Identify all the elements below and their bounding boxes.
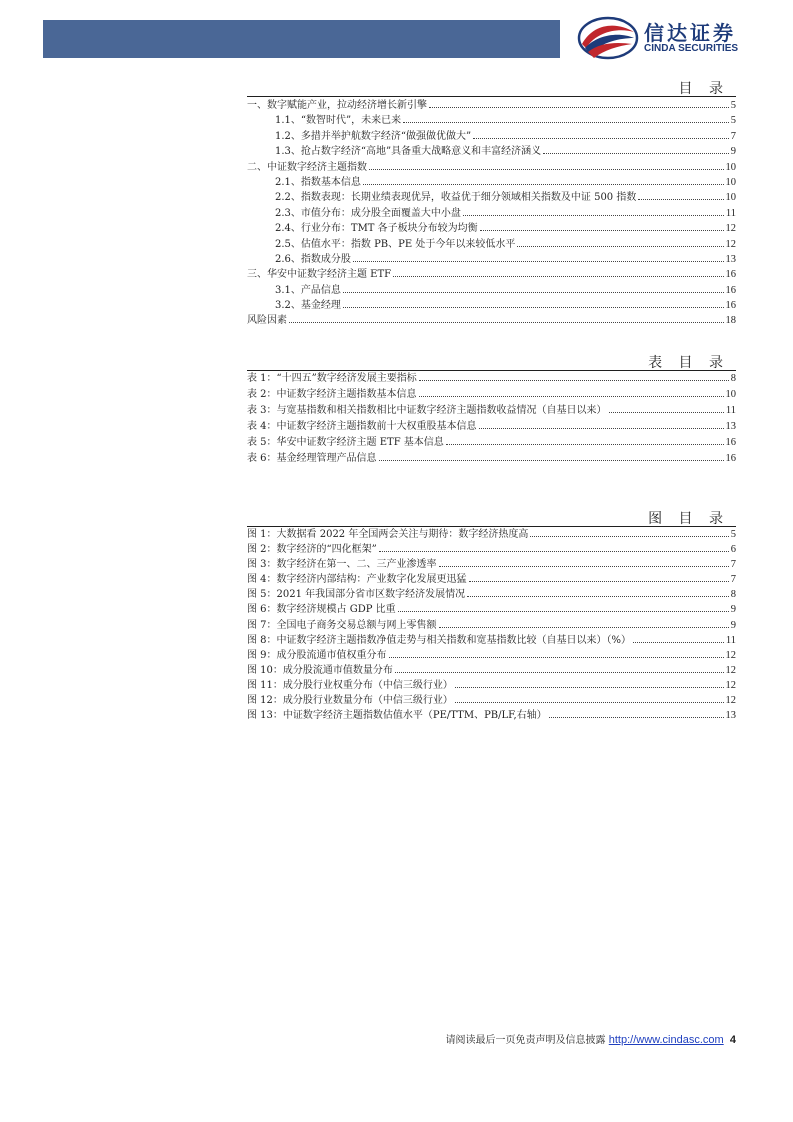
logo-english-text: CINDA SECURITIES [644,43,739,54]
toc-entry-page: 12 [725,238,736,250]
figure-entry[interactable] [247,693,736,708]
toc-entry-label: 一、数字赋能产业，拉动经济增长新引擎 [247,100,427,111]
table-entry[interactable] [247,371,736,387]
figure-entry[interactable] [247,678,736,693]
toc-title: 目 录 [678,81,729,97]
figure-entry-label: 图 3：数字经济在第一、二、三产业渗透率 [247,559,437,571]
figure-entry[interactable] [247,542,736,557]
figure-entry-label: 图 7：全国电子商务交易总额与网上零售额 [247,619,437,631]
logo-chinese-text: 信达证券 [644,21,736,45]
dot-leader [455,693,724,703]
dot-leader [289,313,724,323]
figure-entry-label: 图 10：成分股流通市值数量分布 [247,664,393,676]
figure-entry-label: 图 8：中证数字经济主题指数净值走势与相关指数和宽基指数比较（自基日以来）（%） [247,634,632,646]
dot-leader [549,708,724,718]
figure-entry-label: 图 9：成分股流通市值权重分布 [247,649,387,661]
figure-entry-page: 7 [730,559,736,571]
toc-entry-label: 三、华安中证数字经济主题 ETF [247,269,392,281]
dot-leader [455,678,724,688]
footer [446,1031,736,1046]
dot-leader [389,648,724,658]
toc-entry[interactable] [247,113,736,128]
toc-entry-page: 18 [725,315,736,327]
toc-entry-label: 2.2、指数表现：长期业绩表现优异，收益优于细分领域相关指数及中证 500 指数 [275,192,637,204]
toc-entry-page: 12 [725,223,736,235]
toc-entry[interactable] [247,98,736,113]
figure-entry-page: 13 [725,710,736,722]
dot-leader [609,403,724,413]
table-entry-label: 表 3：与宽基指数和相关指数相比中证数字经济主题指数收益情况（自基日以来） [247,405,607,416]
table-entry[interactable] [247,451,736,467]
logo [576,14,776,64]
dot-leader [463,206,724,216]
toc-entry-page: 16 [725,300,736,312]
figure-entry-label: 图 11：成分股行业权重分布（中信三级行业） [247,679,453,691]
toc-entry[interactable] [247,252,736,267]
table-entry-page: 8 [730,373,736,384]
toc-entry[interactable] [247,206,736,221]
figure-entry-page: 7 [730,574,736,586]
table-entry-label: 表 6：基金经理管理产品信息 [247,453,377,464]
figure-entry-page: 5 [730,529,736,540]
toc-entry-page: 5 [730,100,736,111]
footer-page-number: 4 [729,1034,736,1046]
table-entry[interactable] [247,387,736,403]
figure-entry-label: 图 1：大数据看 2022 年全国两会关注与期待：数字经济热度高 [247,529,529,540]
toc-entry-page: 16 [725,269,736,281]
figure-entry[interactable] [247,663,736,678]
table-entry-page: 16 [725,453,736,464]
table-entry-label: 表 5：华安中证数字经济主题 ETF 基本信息 [247,437,444,448]
toc-entry-page: 9 [730,146,736,158]
dot-leader [398,602,729,612]
toc-entry-page: 10 [725,192,736,204]
figure-entry-page: 12 [725,679,736,691]
toc-entry[interactable] [247,283,736,298]
toc-entry-label: 风险因素 [247,315,287,327]
dot-leader [379,542,729,552]
toc-list [247,98,736,329]
dot-leader [369,160,724,170]
toc-entry[interactable] [247,298,736,313]
toc-entry-label: 2.5、估值水平：指数 PB、PE 处于今年以来较低水平 [275,238,516,250]
figure-entry-label: 图 5：2021 年我国部分省市区数字经济发展情况 [247,589,466,601]
figure-entry[interactable] [247,602,736,617]
toc-entry[interactable] [247,313,736,328]
figures-title: 图 目 录 [648,511,729,527]
dot-leader [469,572,729,582]
table-entry-page: 16 [725,437,736,448]
toc-entry-label: 1.1、“数智时代”，未来已来 [275,115,402,127]
figure-entry[interactable] [247,618,736,633]
dot-leader [543,144,729,154]
cinda-logo-icon [576,14,640,62]
toc-entry-page: 5 [730,115,736,127]
tables-title: 表 目 录 [648,355,729,371]
toc-entry-page: 10 [725,176,736,188]
dot-leader [439,557,729,567]
figure-entry[interactable] [247,572,736,587]
toc-entry-label: 3.1、产品信息 [275,284,341,296]
dot-leader [467,587,729,597]
figure-entry-page: 11 [725,634,736,646]
figures-list [247,527,736,723]
figure-entry-page: 8 [730,589,736,601]
dot-leader [363,175,724,185]
dot-leader [343,298,724,308]
dot-leader [403,113,729,123]
figure-entry-label: 图 4：数字经济内部结构：产业数字化发展更迅猛 [247,574,467,586]
figure-entry-label: 图 6：数字经济规模占 GDP 比重 [247,604,396,616]
table-entry[interactable] [247,403,736,419]
figure-entry-page: 9 [730,619,736,631]
toc-entry[interactable] [247,221,736,236]
toc-entry-label: 1.3、抢占数字经济“高地”具备重大战略意义和丰富经济涵义 [275,146,542,158]
table-entry-page: 10 [725,389,736,400]
figure-entry[interactable] [247,648,736,663]
table-entry-page: 11 [725,405,736,416]
toc-entry-label: 1.2、多措并举护航数字经济“做强做优做大” [275,130,472,142]
dot-leader [638,190,723,200]
figure-entry-page: 6 [730,544,736,556]
dot-leader [473,129,729,139]
dot-leader [379,451,724,461]
dot-leader [446,435,724,445]
figure-entry-page: 9 [730,604,736,616]
figure-entry-page: 12 [725,695,736,707]
figure-entry[interactable] [247,708,736,723]
dot-leader [419,387,724,397]
dot-leader [393,267,723,277]
toc-entry-page: 16 [725,284,736,296]
dot-leader [480,221,724,231]
dot-leader [419,371,729,381]
figure-entry[interactable] [247,633,736,648]
dot-leader [530,527,728,537]
toc-entry-label: 2.6、指数成分股 [275,253,351,265]
figure-entry-label: 图 2：数字经济的“四化框架” [247,544,377,556]
toc-entry-label: 2.1、指数基本信息 [275,176,361,188]
table-entry-label: 表 4：中证数字经济主题指数前十大权重股基本信息 [247,421,477,432]
figure-entry-label: 图 13：中证数字经济主题指数估值水平（PE/TTM、PB/LF,右轴） [247,710,547,722]
toc-entry-page: 10 [725,161,736,173]
header-bar [43,20,560,58]
dot-leader [343,283,724,293]
dot-leader [353,252,724,262]
toc-entry-label: 2.3、市值分布：成分股全面覆盖大中小盘 [275,207,461,219]
dot-leader [633,633,724,643]
table-entry-page: 13 [725,421,736,432]
figure-entry[interactable] [247,587,736,602]
dot-leader [439,618,729,628]
figure-entry-page: 12 [725,649,736,661]
figure-entry[interactable] [247,557,736,572]
figure-entry[interactable] [247,527,736,542]
toc-entry[interactable] [247,237,736,252]
footer-disclaimer: 请阅读最后一页免责声明及信息披露 [445,1035,606,1046]
table-entry[interactable] [247,435,736,451]
toc-entry[interactable] [247,129,736,144]
dot-leader [517,237,723,247]
toc-entry[interactable] [247,160,736,175]
footer-url-link[interactable]: http://www.cindasc.com [608,1034,724,1046]
toc-entry-page: 11 [725,207,736,219]
toc-entry[interactable] [247,267,736,282]
tables-list [247,371,736,467]
dot-leader [479,419,724,429]
toc-entry-label: 3.2、基金经理 [275,300,341,312]
toc-rule [247,96,736,97]
table-entry-label: 表 2：中证数字经济主题指数基本信息 [247,389,417,400]
figure-entry-label: 图 12：成分股行业数量分布（中信三级行业） [247,695,453,707]
toc-entry-page: 7 [730,130,736,142]
table-entry-label: 表 1：“十四五”数字经济发展主要指标 [247,373,417,384]
toc-entry-page: 13 [725,253,736,265]
toc-entry-label: 二、中证数字经济主题指数 [247,161,367,173]
figure-entry-page: 12 [725,664,736,676]
toc-entry[interactable] [247,144,736,159]
toc-entry-label: 2.4、行业分布：TMT 各子板块分布较为均衡 [275,223,478,235]
toc-entry[interactable] [247,190,736,205]
table-entry[interactable] [247,419,736,435]
toc-entry[interactable] [247,175,736,190]
dot-leader [429,98,729,108]
dot-leader [395,663,724,673]
